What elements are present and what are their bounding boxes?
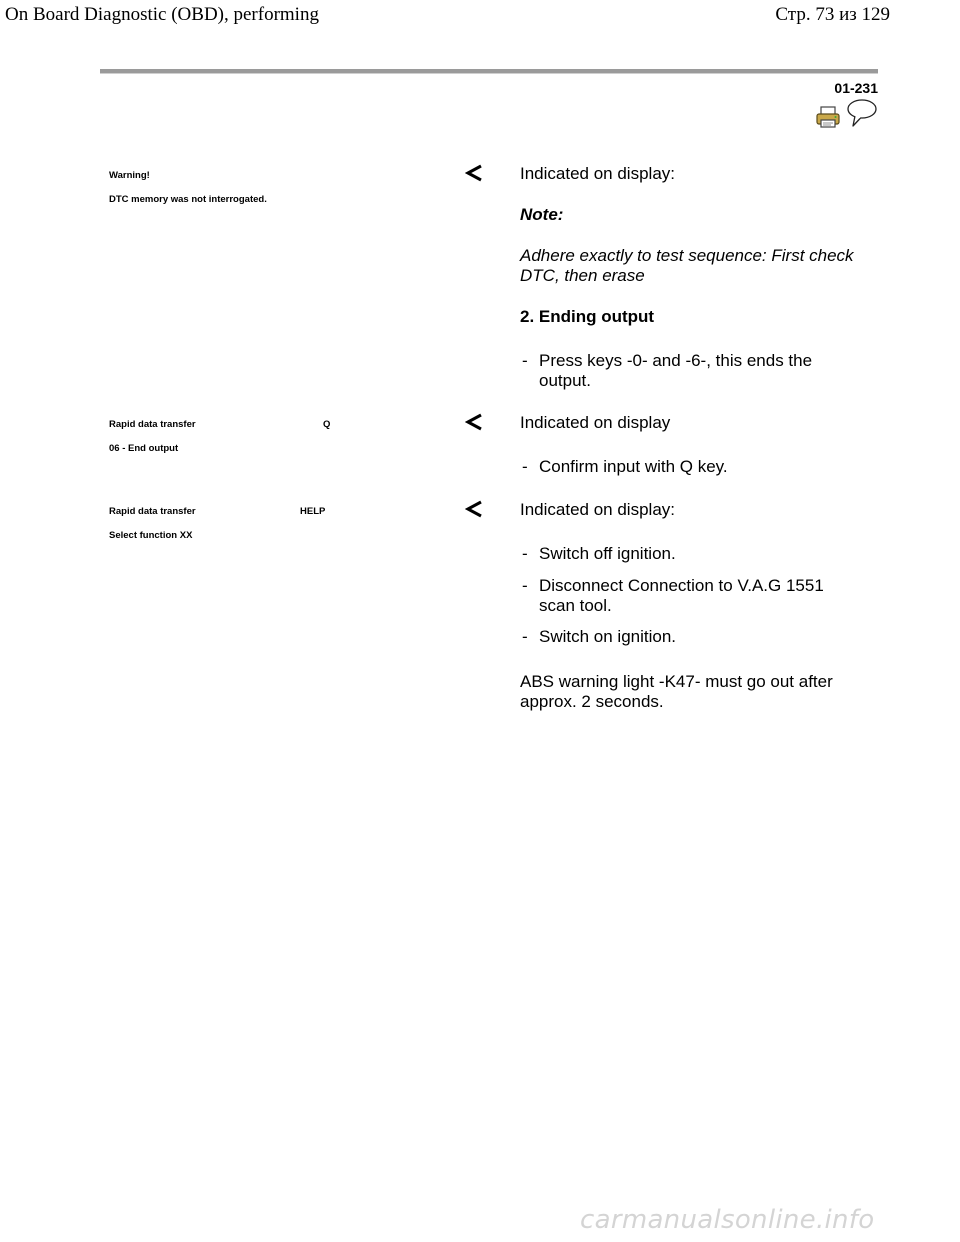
display-line-1: Warning! [109,170,150,181]
display-line-1: Rapid data transfer [109,506,196,517]
indicated-on-display: Indicated on display: [520,164,675,183]
note-text: Adhere exactly to test sequence: First check DTC, then erase [520,246,854,285]
printer-icon[interactable] [816,106,840,128]
step-item [522,544,862,564]
indicated-on-display: Indicated on display: [520,500,675,519]
display-line-2: Select function XX [109,530,193,541]
watermark: carmanualsonline.info [580,1205,875,1235]
arrow-left-icon [465,164,483,182]
document-title: On Board Diagnostic (OBD), performing [5,4,319,25]
step-item [522,351,862,391]
page-code: 01-231 [834,80,878,96]
step-text: Confirm input with Q key. [539,457,728,476]
section-heading: 2. Ending output [520,307,655,326]
step-dash: - [522,544,528,563]
page-counter: Стр. 73 из 129 [775,4,890,25]
step-item [522,457,862,477]
header-divider [100,69,878,74]
step-text: Press keys -0- and -6-, this ends the output. [539,351,813,390]
display-line-1: Rapid data transfer [109,419,196,430]
display-line-1-value: Q [323,419,331,430]
speech-balloon-icon[interactable] [846,98,878,128]
final-note: ABS warning light -K47- must go out after approx. 2 seconds. [520,672,833,711]
step-dash: - [522,457,528,476]
note-label: Note: [520,205,564,224]
step-dash: - [522,351,528,370]
indicated-on-display: Indicated on display [520,413,671,432]
step-item [522,627,862,647]
display-line-2: 06 - End output [109,443,179,454]
arrow-left-icon [465,413,483,431]
arrow-left-icon [465,500,483,518]
step-item [522,576,862,616]
step-text: Switch on ignition. [539,627,677,646]
step-text: Switch off ignition. [539,544,676,563]
display-line-2: DTC memory was not interrogated. [109,194,267,205]
step-text: Disconnect Connection to V.A.G 1551 scan tool. [539,576,824,615]
step-dash: - [522,627,528,646]
display-line-1-value: HELP [300,506,326,517]
step-dash: - [522,576,528,595]
